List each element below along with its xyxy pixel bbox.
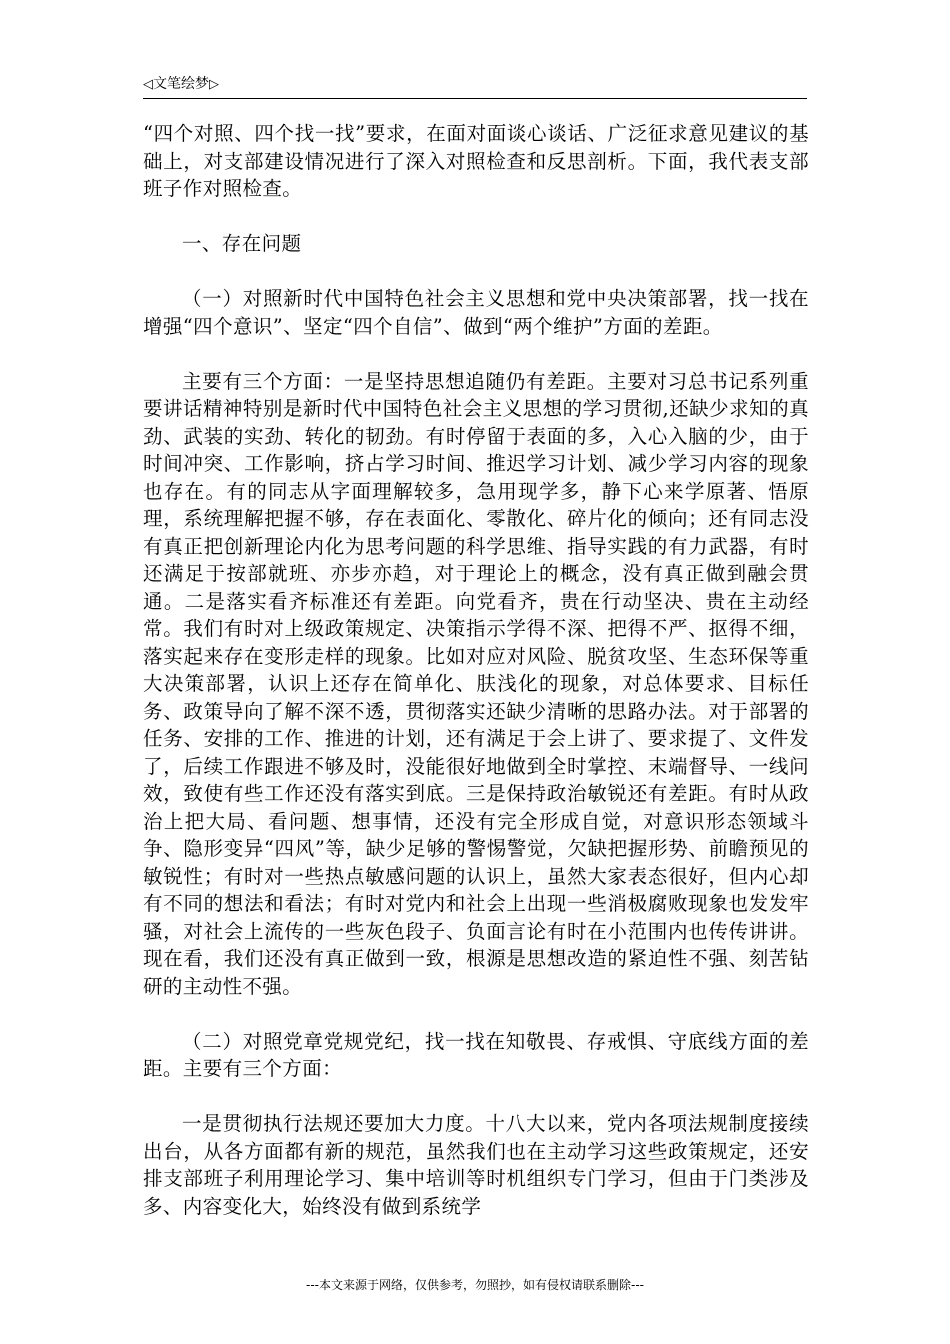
paragraph-three-aspects: 主要有三个方面：一是坚持思想追随仍有差距。主要对习总书记系列重要讲话精神特别是新时代中国特色社会主义思想的学习贯彻,还缺少求知的真劲、武装的实劲、转化的韧劲。有时停留于表面的多，入心入脑的少，由于时间冲突、工作影响，挤占学习时间、推迟学习计划、减少学习内容的现象也存在。有的同志从字面理解较多，急用现学多，静下心来学原著、悟原理，系统理解把握不够，存在表面化、零散化、碎片化的倾向；还有同志没有真正把创新理论内化为思考问题的科学思维、指导实践的有力武器，有时还满足于按部就班、亦步亦趋，对于理论上的概念，没有真正做到融会贯通。二是落实看齐标准还有差距。向党看齐，贵在行动坚决、贵在主动经常。我们有时对上级政策规定、决策指示学得不深、把得不严、抠得不细，落实起来存在变形走样的现象。比如对应对风险、脱贫攻坚、生态环保等重大决策部署，认识上还存在简单化、肤浅化的现象，对总体要求、目标任务、政策导向了解不深不透，贯彻落实还缺少清晰的思路办法。对于部署的任务、安排的工作、推进的计划，还有满足于会上讲了、要求提了、文件发了，后续工作跟进不够及时，没能很好地做到全时掌控、末端督导、一线问效，致使有些工作还没有落实到底。三是保持政治敏锐还有差距。有时从政治上把大局、看问题、想事情，还没有完全形成自觉，对意识形态领域斗争、隐形变异“四风”等，缺少足够的警惕警觉，欠缺把握形势、前瞻预见的敏锐性；有时对一些热点敏感问题的认识上，虽然大家表态很好，但内心却有不同的想法和看法；有时对党内和社会上出现一些消极腐败现象也发发牢骚，对社会上流传的一些灰色段子、负面言论有时在小范围内也传传讲讲。现在看，我们还没有真正做到一致，根源是思想改造的紧迫性不强、刻苦钻研的主动性不强。	[143, 369, 809, 998]
page-header	[143, 72, 807, 99]
left-triangle-icon: ◁	[143, 77, 153, 92]
paragraph-regulations: 一是贯彻执行法规还要加大力度。十八大以来，党内各项法规制度接续出台，从各方面都有新的规范，虽然我们也在主动学习这些政策规定，还安排支部班子利用理论学习、集中培训等时机组织专门学习，但由于门类涉及多、内容变化大，始终没有做到系统学	[143, 1112, 809, 1218]
brand-name: 文笔绘梦	[153, 76, 209, 92]
document-body	[143, 120, 809, 1220]
paragraph-intro: “四个对照、四个找一找”要求，在面对面谈心谈话、广泛征求意见建议的基础上，对支部建设情况进行了深入对照检查和反思剖析。下面，我代表支部班子作对照检查。	[143, 122, 809, 200]
brand-logo	[143, 75, 219, 94]
subsection-heading-2: （二）对照党章党规党纪，找一找在知敬畏、存戒惧、守底线方面的差距。主要有三个方面：	[143, 1029, 809, 1080]
right-triangle-icon: ▷	[209, 77, 219, 92]
section-heading-problems: 一、存在问题	[182, 232, 302, 255]
subsection-heading-1: （一）对照新时代中国特色社会主义思想和党中央决策部署，找一找在增强“四个意识”、坚定“四个自信”、做到“两个维护”方面的差距。	[143, 287, 809, 338]
footer-disclaimer: ---本文来源于网络，仅供参考，勿照抄，如有侵权请联系删除---	[306, 1278, 644, 1292]
